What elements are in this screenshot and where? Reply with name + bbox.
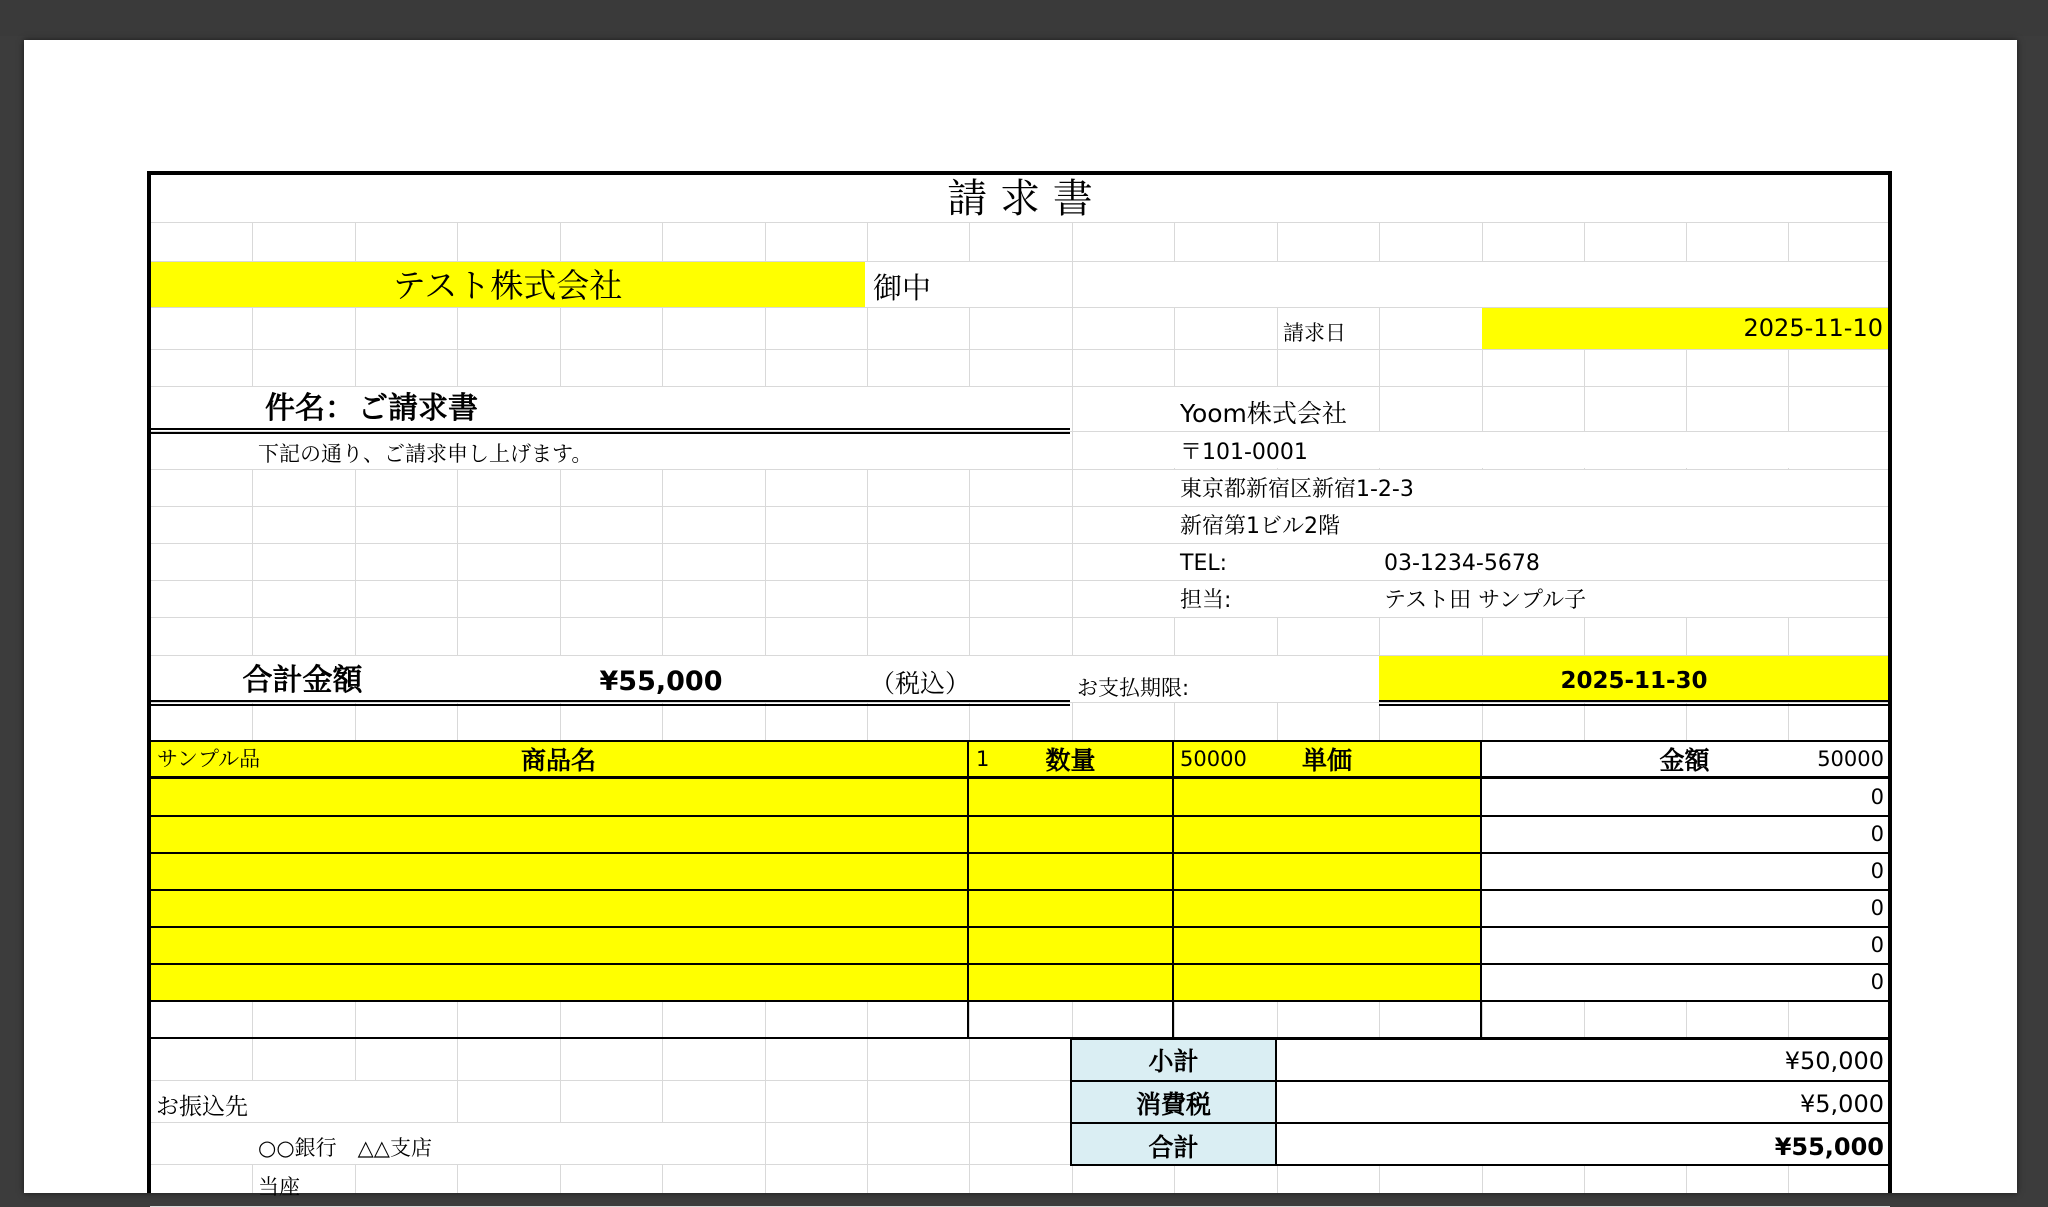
border-line bbox=[150, 700, 1070, 702]
row-item-name[interactable] bbox=[157, 817, 957, 851]
tax-included-note: （税込） bbox=[870, 668, 971, 698]
row-unit-price[interactable]: 50000 bbox=[1180, 746, 1247, 771]
row-amount: 0 bbox=[1870, 784, 1884, 809]
issuer-address-line1: 東京都新宿区新宿1-2-3 bbox=[1180, 477, 1414, 502]
gridline-vertical bbox=[457, 222, 458, 1193]
issuer-company: Yoom株式会社 bbox=[1180, 398, 1347, 428]
row-item-name[interactable]: サンプル品 bbox=[157, 746, 261, 771]
border-line bbox=[1070, 1122, 1890, 1124]
subtotal-label: 小計 bbox=[1148, 1046, 1199, 1076]
gridline-vertical bbox=[765, 222, 766, 1193]
recipient-name[interactable]: テスト株式会社 bbox=[392, 265, 623, 305]
row-unit-price[interactable] bbox=[1180, 780, 1470, 814]
gridline-horizontal bbox=[150, 617, 1890, 618]
row-amount: 0 bbox=[1870, 895, 1884, 920]
payment-due-value[interactable]: 2025-11-30 bbox=[1560, 667, 1708, 694]
recipient-honorific: 御中 bbox=[873, 270, 932, 305]
column-header-amount: 金額 bbox=[1659, 745, 1710, 775]
gridline-horizontal bbox=[150, 349, 1890, 350]
row-unit-price[interactable] bbox=[1180, 817, 1470, 851]
row-item-name[interactable] bbox=[157, 854, 957, 888]
issuer-contact-person: テスト田 サンプル子 bbox=[1384, 588, 1587, 613]
subject-label: 件名： bbox=[265, 391, 355, 426]
payment-due-label: お支払期限: bbox=[1077, 675, 1190, 700]
total-amount-value: ¥55,000 bbox=[599, 665, 723, 697]
intro-text: 下記の通り、ご請求申し上げます。 bbox=[258, 441, 593, 466]
invoice-date-value[interactable]: 2025-11-10 bbox=[1743, 314, 1883, 342]
gridline-vertical bbox=[867, 222, 868, 1193]
row-unit-price[interactable] bbox=[1180, 854, 1470, 888]
row-item-name[interactable] bbox=[157, 891, 957, 925]
border-line bbox=[1070, 1080, 1890, 1082]
issuer-tel-label: TEL: bbox=[1180, 551, 1228, 576]
border-line bbox=[150, 432, 1070, 434]
row-quantity[interactable] bbox=[976, 891, 1166, 925]
issuer-contact-label: 担当: bbox=[1180, 588, 1232, 613]
blank-right-cell bbox=[1174, 262, 1890, 307]
border-line bbox=[1172, 740, 1174, 1039]
gridline-horizontal bbox=[150, 222, 1890, 223]
row-quantity[interactable] bbox=[976, 965, 1166, 999]
border-line bbox=[967, 740, 969, 1039]
row-quantity[interactable]: 1 bbox=[976, 746, 990, 771]
invoice-date-label: 請求日 bbox=[1283, 320, 1346, 345]
row-item-name[interactable] bbox=[157, 965, 957, 999]
border-line bbox=[1275, 1038, 1277, 1166]
grand-total-label: 合計 bbox=[1148, 1132, 1199, 1162]
row-item-name[interactable] bbox=[157, 928, 957, 962]
row-amount: 0 bbox=[1870, 969, 1884, 994]
row-unit-price[interactable] bbox=[1180, 965, 1470, 999]
subject-value[interactable]: ご請求書 bbox=[358, 391, 478, 426]
bank-account-type: 当座 bbox=[258, 1174, 300, 1199]
issuer-postal-code: 〒101-0001 bbox=[1180, 440, 1308, 465]
row-quantity[interactable] bbox=[976, 817, 1166, 851]
subtotal-value: ¥50,000 bbox=[1784, 1047, 1884, 1075]
gridline-horizontal bbox=[150, 702, 1890, 703]
row-quantity[interactable] bbox=[976, 780, 1166, 814]
border-line bbox=[150, 704, 1070, 706]
border-line bbox=[147, 171, 1892, 175]
border-line bbox=[1379, 704, 1890, 706]
consumption-tax-value: ¥5,000 bbox=[1800, 1090, 1884, 1118]
bank-branch: ○○銀行 △△支店 bbox=[258, 1135, 432, 1160]
column-header-item: 商品名 bbox=[520, 745, 596, 775]
column-header-unit-price: 単価 bbox=[1301, 745, 1352, 775]
total-amount-label: 合計金額 bbox=[242, 663, 363, 698]
row-unit-price[interactable] bbox=[1180, 891, 1470, 925]
border-line bbox=[150, 777, 1890, 779]
bank-transfer-label: お振込先 bbox=[156, 1093, 248, 1120]
gridline-vertical bbox=[355, 222, 356, 1193]
border-line bbox=[150, 428, 1070, 430]
gridline-vertical bbox=[662, 222, 663, 1193]
issuer-tel: 03-1234-5678 bbox=[1384, 551, 1540, 576]
border-line bbox=[1379, 700, 1890, 702]
gridline-vertical bbox=[969, 222, 970, 1193]
gridline-vertical bbox=[252, 222, 253, 1193]
row-unit-price[interactable] bbox=[1180, 928, 1470, 962]
row-quantity[interactable] bbox=[976, 928, 1166, 962]
row-amount: 0 bbox=[1870, 821, 1884, 846]
invoice-title: 請 求 書 bbox=[947, 176, 1093, 222]
row-quantity[interactable] bbox=[976, 854, 1166, 888]
issuer-address-line2: 新宿第1ビル2階 bbox=[1180, 514, 1340, 539]
border-line bbox=[1070, 1038, 1890, 1040]
gridline-vertical bbox=[560, 222, 561, 1193]
border-line bbox=[1480, 740, 1482, 1039]
row-amount: 0 bbox=[1870, 858, 1884, 883]
row-amount: 0 bbox=[1870, 932, 1884, 957]
column-header-quantity: 数量 bbox=[1045, 745, 1096, 775]
grand-total-value: ¥55,000 bbox=[1774, 1133, 1884, 1161]
border-line bbox=[150, 1000, 1890, 1002]
row-item-name[interactable] bbox=[157, 780, 957, 814]
consumption-tax-label: 消費税 bbox=[1135, 1089, 1211, 1119]
row-amount: 50000 bbox=[1817, 746, 1884, 771]
